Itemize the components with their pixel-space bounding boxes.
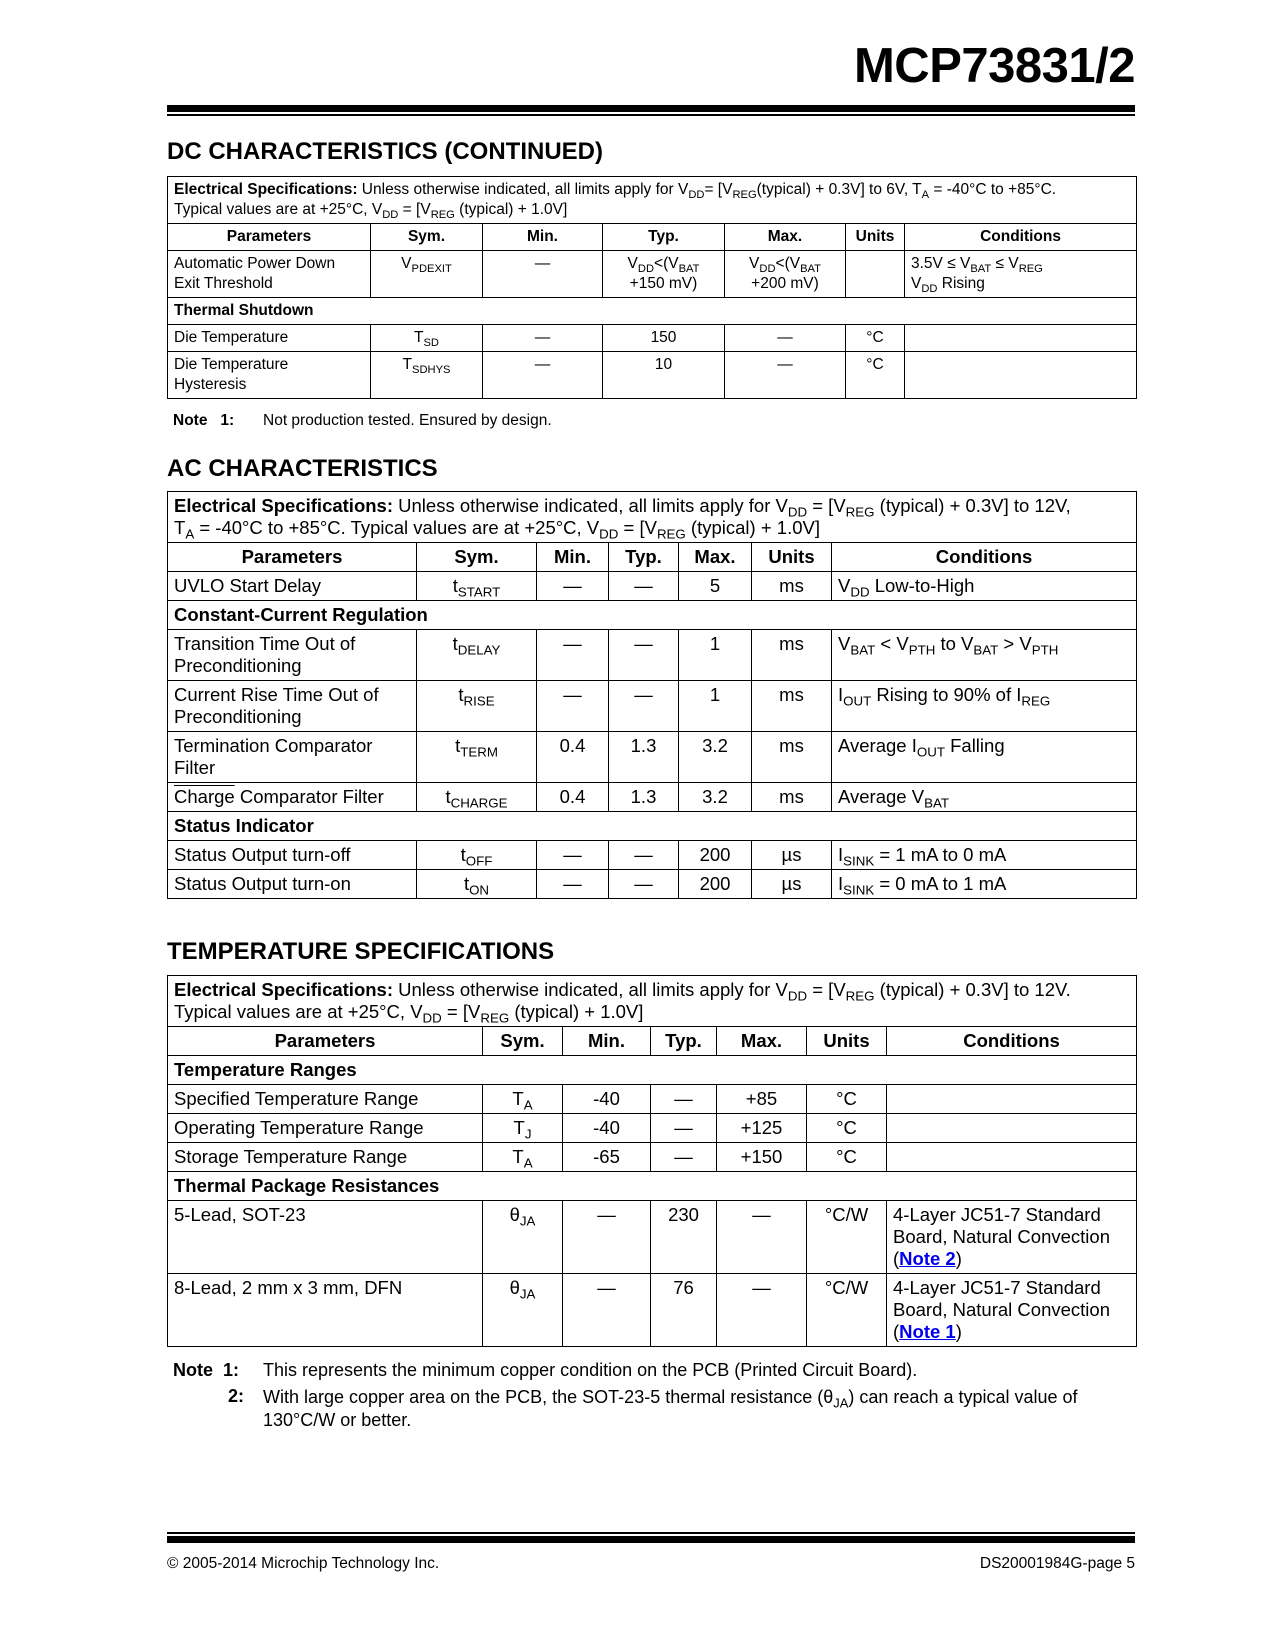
dc-heading: DC CHARACTERISTICS (CONTINUED) bbox=[167, 138, 603, 165]
document-title: MCP73831/2 bbox=[853, 39, 1135, 93]
ac-spec-note: Electrical Specifications: Unless otherwise indicated, all limits apply for $V_{DD} = [V_{REG}$ (typical) + 0.3V] to 12V, $T_A = -40^\circ C$ to +85°C. Typical values are at +25°C, $V_{DD} = [V_{REG}$ (typical) + 1.0V] bbox=[168, 492, 1137, 543]
col-header: Typ. bbox=[603, 224, 725, 251]
section-row: Thermal Shutdown bbox=[168, 298, 1137, 325]
col-header: Units bbox=[752, 543, 832, 572]
section-row: Status Indicator bbox=[168, 812, 1137, 841]
table-row: Die Temperature $T_{SD}$ — 150 — °C bbox=[168, 325, 1137, 352]
temp-note-1: Note 1: This represents the minimum copper condition on the PCB (Printed Circuit Board). bbox=[173, 1360, 918, 1380]
temp-spec-note: Electrical Specifications: Unless otherwise indicated, all limits apply for $V_{DD} = [V_{REG}$ (typical) + 0.3V] to 12V. Typical values are at +25°C, $V_{DD} = [V_{REG}$ (typical) + 1.0V] bbox=[168, 976, 1137, 1027]
table-row: Status Output turn-on $t_{ON}$ — — 200 µs $I_{SINK} = 0$ mA to 1 mA bbox=[168, 870, 1137, 899]
ac-header-row bbox=[168, 543, 1137, 572]
col-header: Conditions bbox=[905, 224, 1137, 251]
section-row: Thermal Package Resistances bbox=[168, 1172, 1137, 1201]
table-row: Operating Temperature Range $T_J$ -40 — +125 °C bbox=[168, 1114, 1137, 1143]
col-header: Units bbox=[807, 1027, 887, 1056]
col-header: Min. bbox=[563, 1027, 651, 1056]
col-header: Conditions bbox=[887, 1027, 1137, 1056]
section-row: Constant-Current Regulation bbox=[168, 601, 1137, 630]
section-row: Temperature Ranges bbox=[168, 1056, 1137, 1085]
col-header: Min. bbox=[537, 543, 609, 572]
ac-table bbox=[167, 491, 1137, 899]
dc-header-row bbox=[168, 224, 1137, 251]
table-row: 8-Lead, 2 mm x 3 mm, DFN $\theta_{JA}$ — 76 — °C/W 4-Layer JC51-7 Standard Board, Natural Convection (Note 1) bbox=[168, 1274, 1137, 1347]
note-2-link[interactable]: Note 2 bbox=[899, 1248, 956, 1269]
dc-table bbox=[167, 176, 1137, 399]
col-header: Sym. bbox=[483, 1027, 563, 1056]
col-header: Max. bbox=[717, 1027, 807, 1056]
table-row: Storage Temperature Range $T_A$ -65 — +150 °C bbox=[168, 1143, 1137, 1172]
table-row: Automatic Power Down Exit Threshold $V_{PDEXIT}$ — $V_{DD}<(V_{BAT}$ +150 mV) $V_{DD}<(V_{BAT}$ +200 mV) $3.5V \le V_{BAT} \le V_{REG}$ $V_{DD}$ Rising bbox=[168, 251, 1137, 298]
dc-note: Note 1: Not production tested. Ensured by design. bbox=[173, 412, 552, 429]
col-header: Sym. bbox=[417, 543, 537, 572]
note-1-link[interactable]: Note 1 bbox=[899, 1321, 956, 1342]
table-row: Status Output turn-off $t_{OFF}$ — — 200 µs $I_{SINK} = 1$ mA to 0 mA bbox=[168, 841, 1137, 870]
temp-table bbox=[167, 975, 1137, 1347]
col-header: Typ. bbox=[609, 543, 679, 572]
table-row: UVLO Start Delay $t_{START}$ — — 5 ms $V_{DD}$ Low-to-High bbox=[168, 572, 1137, 601]
col-header: Parameters bbox=[168, 1027, 483, 1056]
table-row: Termination Comparator Filter $t_{TERM}$ 0.4 1.3 3.2 ms Average $I_{OUT}$ Falling bbox=[168, 732, 1137, 783]
temp-heading: TEMPERATURE SPECIFICATIONS bbox=[167, 938, 555, 965]
header-rule-thin bbox=[167, 114, 1135, 116]
temp-note-2: 2: With large copper area on the PCB, the SOT-23-5 thermal resistance $(\theta_{JA})$ can reach a typical value of 130°C/W or better. bbox=[227, 1386, 1078, 1430]
col-header: Units bbox=[846, 224, 905, 251]
header-rule bbox=[167, 105, 1135, 112]
footer-rule-thin bbox=[167, 1532, 1135, 1534]
col-header: Conditions bbox=[832, 543, 1137, 572]
col-header: Parameters bbox=[168, 543, 417, 572]
table-row: 5-Lead, SOT-23 $\theta_{JA}$ — 230 — °C/W 4-Layer JC51-7 Standard Board, Natural Convection (Note 2) bbox=[168, 1201, 1137, 1274]
ac-heading: AC CHARACTERISTICS bbox=[167, 455, 438, 482]
table-row: Charge Comparator Filter $t_{CHARGE}$ 0.4 1.3 3.2 ms Average $V_{BAT}$ bbox=[168, 783, 1137, 812]
col-header: Parameters bbox=[168, 224, 371, 251]
col-header: Max. bbox=[725, 224, 846, 251]
table-row: Transition Time Out of Preconditioning $t_{DELAY}$ — — 1 ms $V_{BAT} < V_{PTH}$ to $V_{BAT} > V_{PTH}$ bbox=[168, 630, 1137, 681]
table-row: Current Rise Time Out of Preconditioning $t_{RISE}$ — — 1 ms $I_{OUT}$ Rising to 90% of $I_{REG}$ bbox=[168, 681, 1137, 732]
table-row: Die Temperature Hysteresis $T_{SDHYS}$ — 10 — °C bbox=[168, 352, 1137, 399]
temp-header-row bbox=[168, 1027, 1137, 1056]
footer-copyright: © 2005-2014 Microchip Technology Inc. bbox=[167, 1555, 440, 1572]
col-header: Sym. bbox=[371, 224, 483, 251]
footer-page-number: DS20001984G-page 5 bbox=[979, 1555, 1135, 1572]
col-header: Min. bbox=[483, 224, 603, 251]
table-row: Specified Temperature Range $T_A$ -40 — +85 °C bbox=[168, 1085, 1137, 1114]
col-header: Typ. bbox=[651, 1027, 717, 1056]
col-header: Max. bbox=[679, 543, 752, 572]
dc-spec-note: Electrical Specifications: Unless otherwise indicated, all limits apply for $V_{DD}=$ $[V_{REG}(typical) + 0.3V]$ to 6V, $T_A = -40^\circ C$ to +85°C. Typical values are at +25°C, $V_{DD} = [V_{REG}$ (typical) + 1.0V] bbox=[168, 177, 1137, 224]
footer-rule bbox=[167, 1536, 1135, 1543]
